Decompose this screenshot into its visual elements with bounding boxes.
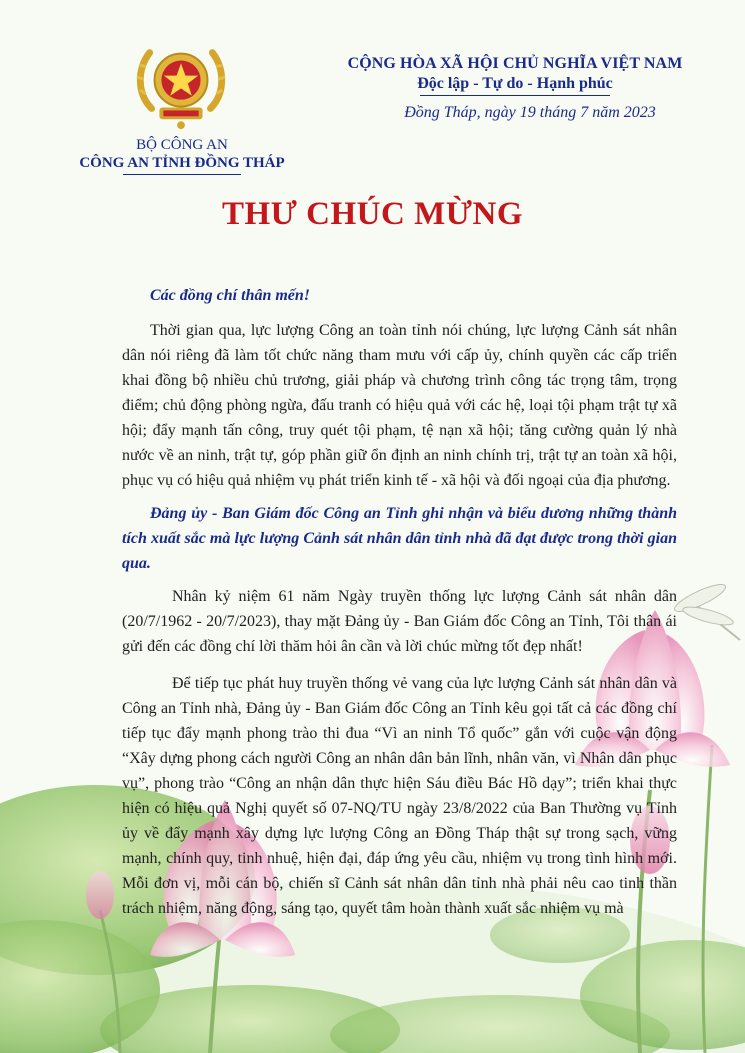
letter-title: THƯ CHÚC MỪNG [221,196,524,232]
department-name: CÔNG AN TỈNH ĐỒNG THÁP [79,155,285,171]
greeting: Các đồng chí thân mến! [150,287,311,304]
national-header [325,54,705,96]
country-name: CỘNG HÒA XÃ HỘI CHỦ NGHĨA VIỆT NAM [347,55,683,72]
issuing-organization [60,136,304,175]
paragraph-3: Nhân kỷ niệm 61 năm Ngày truyền thống lực lượng Cảnh sát nhân dân (20/7/1962 - 20/7/2023), thay mặt Đảng ủy - Ban Giám đốc Công an Tỉnh, Tôi thân ái gửi đến các đồng chí lời thăm hỏi ân cần và lời chúc mừng tốt đẹp nhất! [122,588,677,655]
place-date: Đồng Tháp, ngày 19 tháng 7 năm 2023 [404,104,656,121]
paragraph-1: Thời gian qua, lực lượng Công an toàn tỉnh nói chúng, lực lượng Cảnh sát nhân dân nói riêng đã làm tốt chức năng tham mưu với cấp ủy, chính quyền các cấp triển khai đồng bộ nhiều chủ trương, giải pháp và chương trình công tác trọng tâm, trọng điểm; chủ động phòng ngừa, đấu tranh có hiệu quả với các hệ, loại tội phạm trật tự xã hội; đẩy mạnh tấn công, truy quét tội phạm, tệ nạn xã hội; tăng cường quản lý nhà nước về an ninh, trật tự, góp phần giữ ổn định an ninh chính trị, trật tự an toàn xã hội, phục vụ có hiệu quả nhiệm vụ phát triển kinh tế - xã hội và đối ngoại của địa phương. [122,322,677,489]
org-underline [123,174,241,175]
paragraph-4: Để tiếp tục phát huy truyền thống vẻ vang của lực lượng Cảnh sát nhân dân và Công an Tỉnh nhà, Đảng ủy - Ban Giám đốc Công an Tỉnh kêu gọi tất cả các đồng chí tiếp tục đẩy mạnh phong trào thi đua “Vì an ninh Tổ quốc” gắn với cuộc vận động “Xây dựng phong cách người Công an nhân dân bản lĩnh, nhân văn, vì Nhân dân phục vụ”, phong trào “Công an nhận dân thực hiện Sáu điều Bác Hồ dạy”; triển khai thực hiện có hiệu quả Nghị quyết số 07-NQ/TU ngày 23/8/2022 của Ban Thường vụ Tỉnh ủy về đẩy mạnh xây dựng lực lượng Công an Đồng Tháp thật sự trong sạch, vững mạnh, chính quy, tinh nhuệ, hiện đại, đáp ứng yêu cầu, nhiệm vụ trong tình hình mới. Mỗi đơn vị, mỗi cán bộ, chiến sĩ Cảnh sát nhân dân tỉnh nhà phải nêu cao tinh thần trách nhiệm, năng động, sáng tạo, quyết tâm hoàn thành xuất sắc nhiệm vụ mà [122,675,677,917]
police-emblem-icon [132,34,230,134]
national-motto: Độc lập - Tự do - Hạnh phúc [417,75,613,92]
motto-underline [420,95,610,96]
paragraph-2-emphasis: Đảng ủy - Ban Giám đốc Công an Tỉnh ghi nhận và biểu dương những thành tích xuất sắc mà lực lượng Cảnh sát nhân dân tỉnh nhà đã đạt được trong thời gian qua. [122,505,677,572]
letter-body [122,283,677,921]
ministry-name: BỘ CÔNG AN [136,137,228,153]
